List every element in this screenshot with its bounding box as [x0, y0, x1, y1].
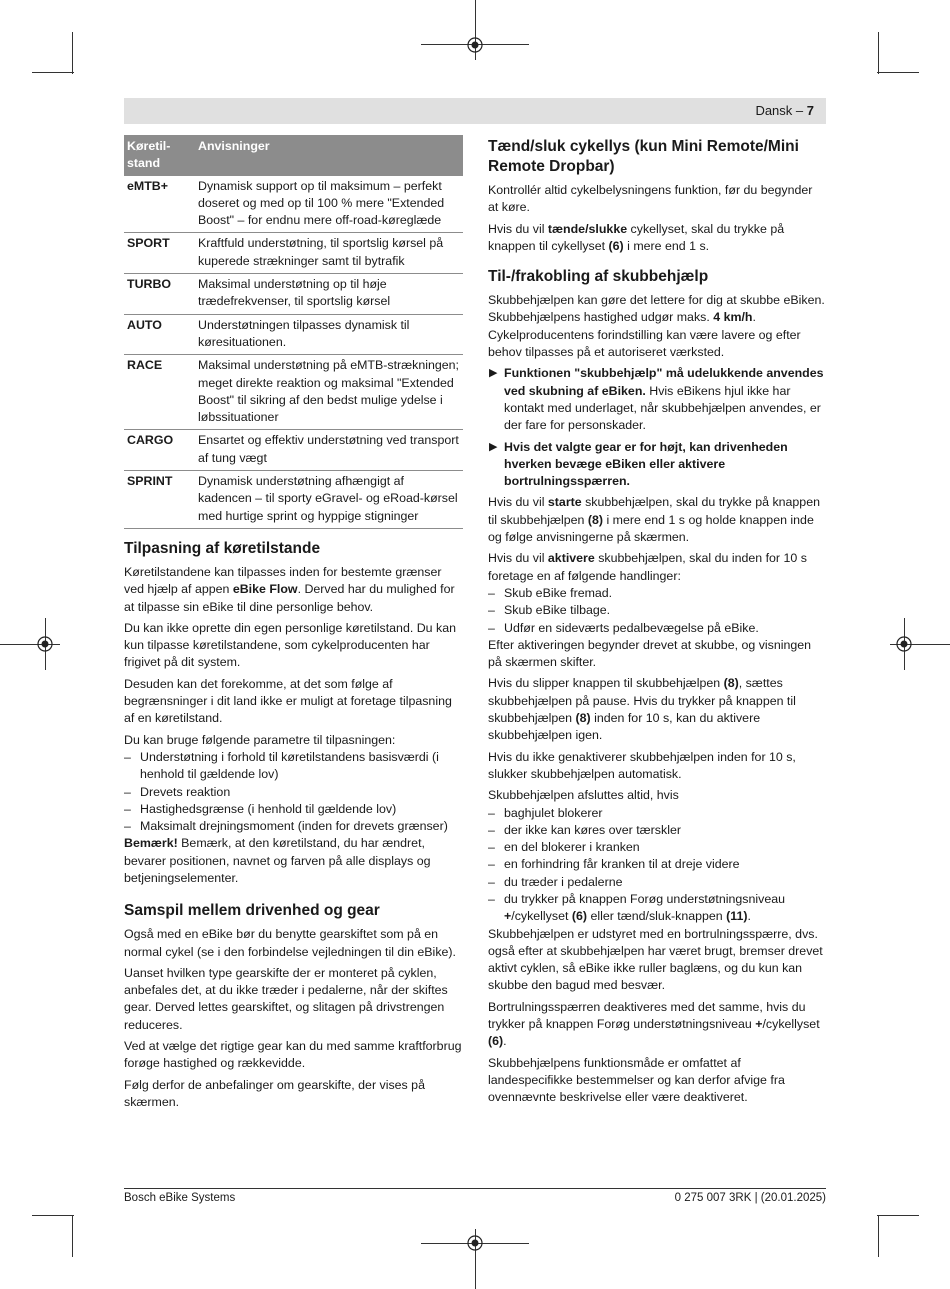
footer-company: Bosch eBike Systems — [124, 1192, 236, 1204]
text: Hvis du slipper knappen til skubbehjælpen — [488, 676, 724, 691]
header-mode-line2: stand — [127, 156, 161, 171]
crop-mark — [72, 32, 73, 74]
registration-mark-icon — [892, 632, 916, 656]
text-bold: + — [755, 1017, 763, 1032]
section-title-drive-gear: Samspil mellem drivenhed og gear — [124, 902, 380, 920]
footer-doc-number: 0 275 007 3RK | (20.01.2025) — [674, 1192, 826, 1204]
list-item: – Hastighedsgrænse (i henhold til gældende lov) — [124, 801, 463, 818]
crop-mark — [72, 1215, 73, 1257]
footer-divider — [124, 1188, 826, 1189]
paragraph — [488, 292, 826, 361]
text-bold: aktivere — [547, 551, 595, 566]
table-row — [124, 274, 463, 315]
end-conditions-list — [488, 805, 826, 926]
mode-name: SPRINT — [124, 471, 192, 529]
crop-mark — [32, 72, 74, 73]
riding-modes-table — [124, 135, 463, 529]
app-name: eBike Flow — [232, 582, 298, 597]
paragraph: Hvis du ikke genaktiverer skubbehjælpen inden for 10 s, slukker skubbehjælpen automatisk. — [488, 749, 796, 781]
text: Bortrulningsspærren deaktiveres med det samme, hvis du trykker på knappen Forøg understøtningsniveau — [488, 999, 806, 1032]
paragraph: Uanset hvilken type gearskifte der er monteret på cyklen, anbefales det, at du ikke træder i pedalerne, når der skiftes gear. Derved lettes gearskiftet, og slitagen på drivstrengen reduceres. — [124, 965, 448, 1032]
right-column — [488, 137, 826, 1111]
list-item: – Maksimalt drejningsmoment (inden for drevets grænser) — [124, 818, 463, 835]
crop-mark — [877, 72, 919, 73]
reference-number: (8) — [587, 512, 604, 527]
table-row — [124, 471, 463, 529]
section-title-customize-modes: Tilpasning af køretilstande — [124, 539, 321, 557]
section-title-bike-light: Tænd/sluk cykellys (kun Mini Remote/Mini Remote Dropbar) — [488, 138, 799, 175]
note-paragraph — [124, 835, 463, 887]
list-item: – Understøtning i forhold til køretilstandens basisværdi (i henhold til gældende lov) — [124, 749, 463, 784]
warning-item — [488, 365, 826, 434]
table-header-row — [124, 135, 463, 176]
text-bold: starte — [547, 495, 582, 510]
text: i mere end 1 s. — [623, 238, 710, 253]
mode-description: Maksimal understøtning på eMTB-strækningen; meget direkte reaktion og maksimal "Extended Boost" til sikring af den bedst mulige ydelse i løbssituationer — [192, 355, 463, 430]
text: du trykker på knappen Forøg understøtningsniveau — [504, 891, 786, 906]
paragraph — [488, 550, 826, 585]
text: . Derved har du mulighed for at tilpasse sin eBike til dine personlige behov. — [124, 582, 455, 614]
reference-number: (6) — [488, 1034, 504, 1049]
paragraph: Skubbehjælpens funktionsmåde er omfattet af landespecifikke bestemmelser og kan derfor afvige fra ovennævnte beskrivelse eller være deaktiveret. — [488, 1055, 785, 1105]
list-item: – der ikke kan køres over tærskler — [488, 822, 826, 839]
text: Skubbehjælpen kan gøre det lettere for dig at skubbe eBiken. Skubbehjælpens hastighed udgør maks. — [488, 293, 825, 325]
paragraph: Ved at vælge det rigtige gear kan du med samme kraftforbrug forøge hastighed og rækkevidde. — [124, 1039, 462, 1071]
text: /cykellyset — [511, 909, 572, 924]
text: skubbehjælpen, skal du trykke på knappen til skubbehjælpen — [488, 495, 820, 527]
text: . — [503, 1034, 507, 1049]
reference-number: (6) — [608, 238, 624, 253]
mode-description: Ensartet og effektiv understøtning ved transport af tung vægt — [192, 430, 463, 471]
paragraph: Skubbehjælpen er udstyret med en bortrulningsspærre, dvs. også efter at skubbehjælpen har været brugt, bremser drevet aktivt cyklen, så eBike ikke ruller baglæns, og du kun kan skubbe den bagud med besvær. — [488, 926, 823, 993]
note-label: Bemærk! — [124, 836, 178, 851]
page-header-label — [755, 103, 814, 118]
mode-name: SPORT — [124, 233, 192, 274]
text: , sættes skubbehjælpen på pause. Hvis du trykker på knappen til skubbehjælpen — [488, 676, 796, 726]
paragraph — [488, 675, 826, 744]
paragraph: Følg derfor de anbefalinger om gearskifte, der vises på skærmen. — [124, 1077, 425, 1109]
warning-arrow-icon: ▶ — [489, 367, 498, 380]
paragraph — [124, 564, 463, 616]
mode-description: Understøtningen tilpasses dynamisk til køresituationen. — [192, 314, 463, 355]
table-header-mode — [124, 135, 192, 176]
list-item: – Skub eBike fremad. — [488, 585, 826, 602]
crop-mark — [877, 1215, 919, 1216]
left-column — [124, 135, 463, 1115]
mode-description: Kraftfuld understøtning, til sportslig kørsel på kuperede strækninger samt til bytrafik — [192, 233, 463, 274]
warning-text-bold: Funktionen "skubbehjælp" må udelukkende anvendes ved skubning af eBiken. — [504, 366, 824, 398]
text: /cykellyset — [762, 1017, 820, 1032]
mode-description: Maksimal understøtning op til høje trædefrekvenser, til sportslig kørsel — [192, 274, 463, 315]
mode-name: RACE — [124, 355, 192, 430]
reference-number: (8) — [575, 711, 591, 726]
crop-mark — [32, 1215, 74, 1216]
speed-value: 4 km/h — [713, 310, 753, 325]
text: cykellyset, skal du trykke på knappen til cykellyset — [488, 221, 785, 253]
reference-number: (6) — [571, 909, 587, 924]
paragraph — [488, 494, 826, 546]
text: skubbehjælpen, skal du inden for 10 s foretage en af følgende handlinger: — [488, 551, 807, 583]
registration-mark-icon — [463, 33, 487, 57]
list-item: – Udfør en sideværts pedalbevægelse på eBike. — [488, 620, 826, 637]
mode-description: Dynamisk understøtning afhængigt af kadencen – til sporty eGravel- og eRoad-kørsel med hurtige sprint og hyppige stigninger — [192, 471, 463, 529]
list-item: – en del blokerer i kranken — [488, 839, 826, 856]
warning-text: Hvis eBikens hjul ikke har kontakt med underlaget, når skubbehjælpen anvendes, er der fare for personskader. — [504, 383, 821, 433]
parameter-list — [124, 749, 463, 835]
mode-name: AUTO — [124, 314, 192, 355]
text: Hvis du vil — [488, 221, 548, 236]
text: . — [747, 909, 751, 924]
table-row — [124, 355, 463, 430]
paragraph: Også med en eBike bør du benytte gearskiftet som på en normal cykel (se i den forbindelse vejledningen til din eBike). — [124, 927, 456, 959]
crop-mark — [878, 1215, 879, 1257]
table-header-instructions: Anvisninger — [192, 135, 463, 176]
reference-number: (11) — [726, 909, 748, 924]
text: . Cykelproducentens forindstilling kan være lavere og efter behov tilpasses på et autoriseret værksted. — [488, 310, 801, 360]
mode-name: CARGO — [124, 430, 192, 471]
mode-description: Dynamisk support op til maksimum – perfekt doseret og med op til 100 % mere "Extended Boost" – for endnu mere off-road-køreglæde — [192, 176, 463, 233]
page-header — [124, 98, 826, 124]
warning-item — [488, 439, 826, 491]
text-bold: tænde/slukke — [547, 221, 628, 236]
list-item: – en forhindring får kranken til at dreje videre — [488, 856, 826, 873]
header-mode-line1: Køretil- — [127, 139, 171, 153]
section-title-push-assist: Til-/frakobling af skubbehjælp — [488, 268, 709, 286]
list-item — [488, 891, 826, 926]
text: eller tænd/sluk-knappen — [587, 909, 727, 924]
paragraph: Du kan bruge følgende parametre til tilpasningen: — [124, 732, 396, 747]
table-row — [124, 430, 463, 471]
crop-mark — [878, 32, 879, 74]
mode-name: eMTB+ — [124, 176, 192, 233]
registration-mark-icon — [463, 1231, 487, 1255]
header-separator: – — [792, 103, 807, 118]
text: inden for 10 s, kan du aktivere skubbehjælpen igen. — [488, 711, 761, 743]
paragraph — [488, 999, 826, 1051]
table-row — [124, 233, 463, 274]
warning-arrow-icon: ▶ — [489, 440, 498, 453]
text-bold: + — [504, 909, 512, 924]
table-row — [124, 314, 463, 355]
list-item: – Skub eBike tilbage. — [488, 602, 826, 619]
paragraph: Du kan ikke oprette din egen personlige køretilstand. Du kan kun tilpasse køretilstandene, som cykelproducenten har frigivet på dit system. — [124, 620, 456, 670]
text: Hvis du vil — [488, 495, 548, 510]
text: Bemærk, at den køretilstand, du har ændret, bevarer positionen, navnet og farven på alle displays og betjeningselementer. — [124, 836, 431, 885]
paragraph: Skubbehjælpen afsluttes altid, hvis — [488, 788, 679, 803]
text: i mere end 1 s og holde knappen inde og følge anvisningerne på skærmen. — [488, 512, 814, 545]
warning-text-bold: Hvis det valgte gear er for højt, kan drivenheden hverken bevæge eBiken eller aktivere bortrulningsspærren. — [504, 439, 788, 489]
paragraph — [488, 221, 826, 256]
page-number: 7 — [806, 103, 814, 118]
header-language: Dansk — [755, 103, 793, 118]
list-item: – Drevets reaktion — [124, 784, 463, 801]
activation-list — [488, 585, 826, 637]
paragraph: Kontrollér altid cykelbelysningens funktion, før du begynder at køre. — [488, 183, 813, 215]
registration-mark-icon — [33, 632, 57, 656]
mode-name: TURBO — [124, 274, 192, 315]
table-row — [124, 176, 463, 233]
reference-number: (8) — [723, 676, 739, 691]
list-item: – du træder i pedalerne — [488, 874, 826, 891]
text: Hvis du vil — [488, 551, 548, 566]
paragraph: Efter aktiveringen begynder drevet at skubbe, og visningen på skærmen skifter. — [488, 637, 812, 670]
paragraph: Desuden kan det forekomme, at det som følge af begrænsninger i dit land ikke er muligt at foretage tilpasning af en køretilstand. — [124, 676, 452, 726]
text: Køretilstandene kan tilpasses inden for bestemte grænser ved hjælp af appen — [124, 564, 442, 597]
list-item: – baghjulet blokerer — [488, 805, 826, 822]
